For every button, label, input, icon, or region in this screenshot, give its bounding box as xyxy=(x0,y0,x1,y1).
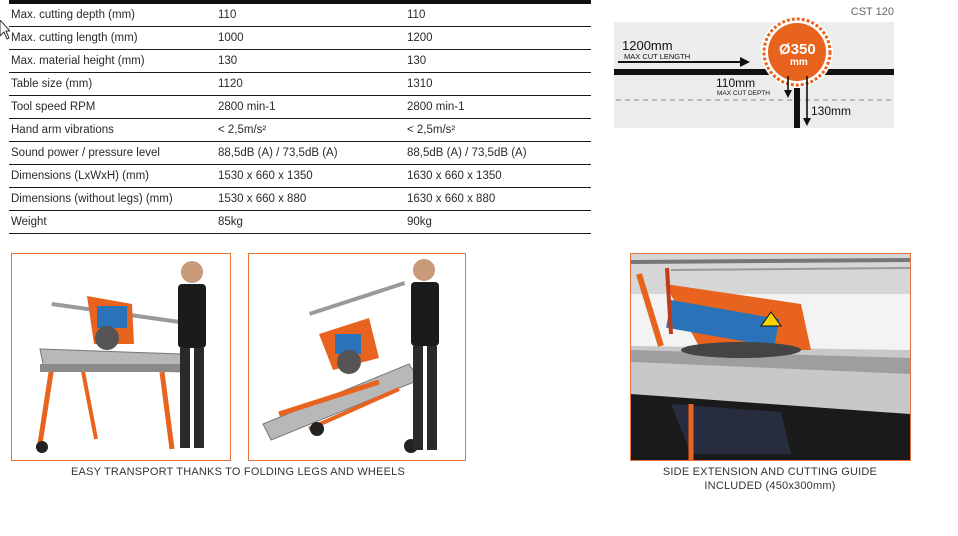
spec-label: Max. cutting depth (mm) xyxy=(9,2,216,27)
spec-row xyxy=(9,142,591,165)
spec-label: Weight xyxy=(9,211,216,234)
spec-value-model-1: 110 xyxy=(216,2,405,27)
spec-row xyxy=(9,2,591,27)
spec-value-model-2: < 2,5m/s² xyxy=(405,119,591,142)
spec-value-model-2: 1630 x 660 x 1350 xyxy=(405,165,591,188)
caption-extension-line2: INCLUDED (450x300mm) xyxy=(704,480,836,492)
spec-row xyxy=(9,165,591,188)
spec-value-model-1: 1530 x 660 x 1350 xyxy=(216,165,405,188)
spec-row xyxy=(9,188,591,211)
spec-row xyxy=(9,96,591,119)
spec-row xyxy=(9,119,591,142)
spec-label: Max. material height (mm) xyxy=(9,50,216,73)
spec-value-model-2: 90kg xyxy=(405,211,591,234)
caption-transport: EASY TRANSPORT THANKS TO FOLDING LEGS AND WHEELS xyxy=(71,466,405,478)
photo-saw-standing xyxy=(11,253,231,461)
spec-value-model-1: 1120 xyxy=(216,73,405,96)
spec-value-model-2: 110 xyxy=(405,2,591,27)
spec-value-model-1: 1000 xyxy=(216,27,405,50)
spec-label: Max. cutting length (mm) xyxy=(9,27,216,50)
spec-row xyxy=(9,27,591,50)
material-height-value: 130mm xyxy=(811,104,852,118)
cutting-diagram xyxy=(612,4,896,128)
photo-side-extension xyxy=(630,253,911,461)
cut-depth-label: MAX CUT DEPTH xyxy=(717,90,770,97)
blade-unit: mm xyxy=(790,57,808,68)
caption-extension-line1: SIDE EXTENSION AND CUTTING GUIDE xyxy=(662,466,878,478)
spec-label: Dimensions (without legs) (mm) xyxy=(9,188,216,211)
blade-diameter: Ø350 xyxy=(779,41,816,58)
model-name: CST 120 xyxy=(850,6,894,18)
spec-value-model-2: 88,5dB (A) / 73,5dB (A) xyxy=(405,142,591,165)
spec-label: Tool speed RPM xyxy=(9,96,216,119)
spec-label: Sound power / pressure level xyxy=(9,142,216,165)
spec-value-model-1: 88,5dB (A) / 73,5dB (A) xyxy=(216,142,405,165)
spec-row xyxy=(9,211,591,234)
spec-value-model-1: 130 xyxy=(216,50,405,73)
spec-value-model-2: 2800 min-1 xyxy=(405,96,591,119)
spec-value-model-1: 2800 min-1 xyxy=(216,96,405,119)
spec-value-model-1: 1530 x 660 x 880 xyxy=(216,188,405,211)
spec-label: Dimensions (LxWxH) (mm) xyxy=(9,165,216,188)
spec-value-model-2: 130 xyxy=(405,50,591,73)
cut-length-value: 1200mm xyxy=(622,38,673,53)
spec-row xyxy=(9,50,591,73)
cut-length-label: MAX CUT LENGTH xyxy=(624,52,691,61)
spec-value-model-2: 1310 xyxy=(405,73,591,96)
spec-label: Table size (mm) xyxy=(9,73,216,96)
cut-depth-value: 110mm xyxy=(716,76,756,90)
photo-saw-transport xyxy=(248,253,466,461)
spec-label: Hand arm vibrations xyxy=(9,119,216,142)
spec-table xyxy=(9,0,591,234)
spec-value-model-2: 1200 xyxy=(405,27,591,50)
spec-value-model-2: 1630 x 660 x 880 xyxy=(405,188,591,211)
spec-row xyxy=(9,73,591,96)
spec-value-model-1: 85kg xyxy=(216,211,405,234)
diagram-graphics xyxy=(612,4,896,128)
spec-value-model-1: < 2,5m/s² xyxy=(216,119,405,142)
